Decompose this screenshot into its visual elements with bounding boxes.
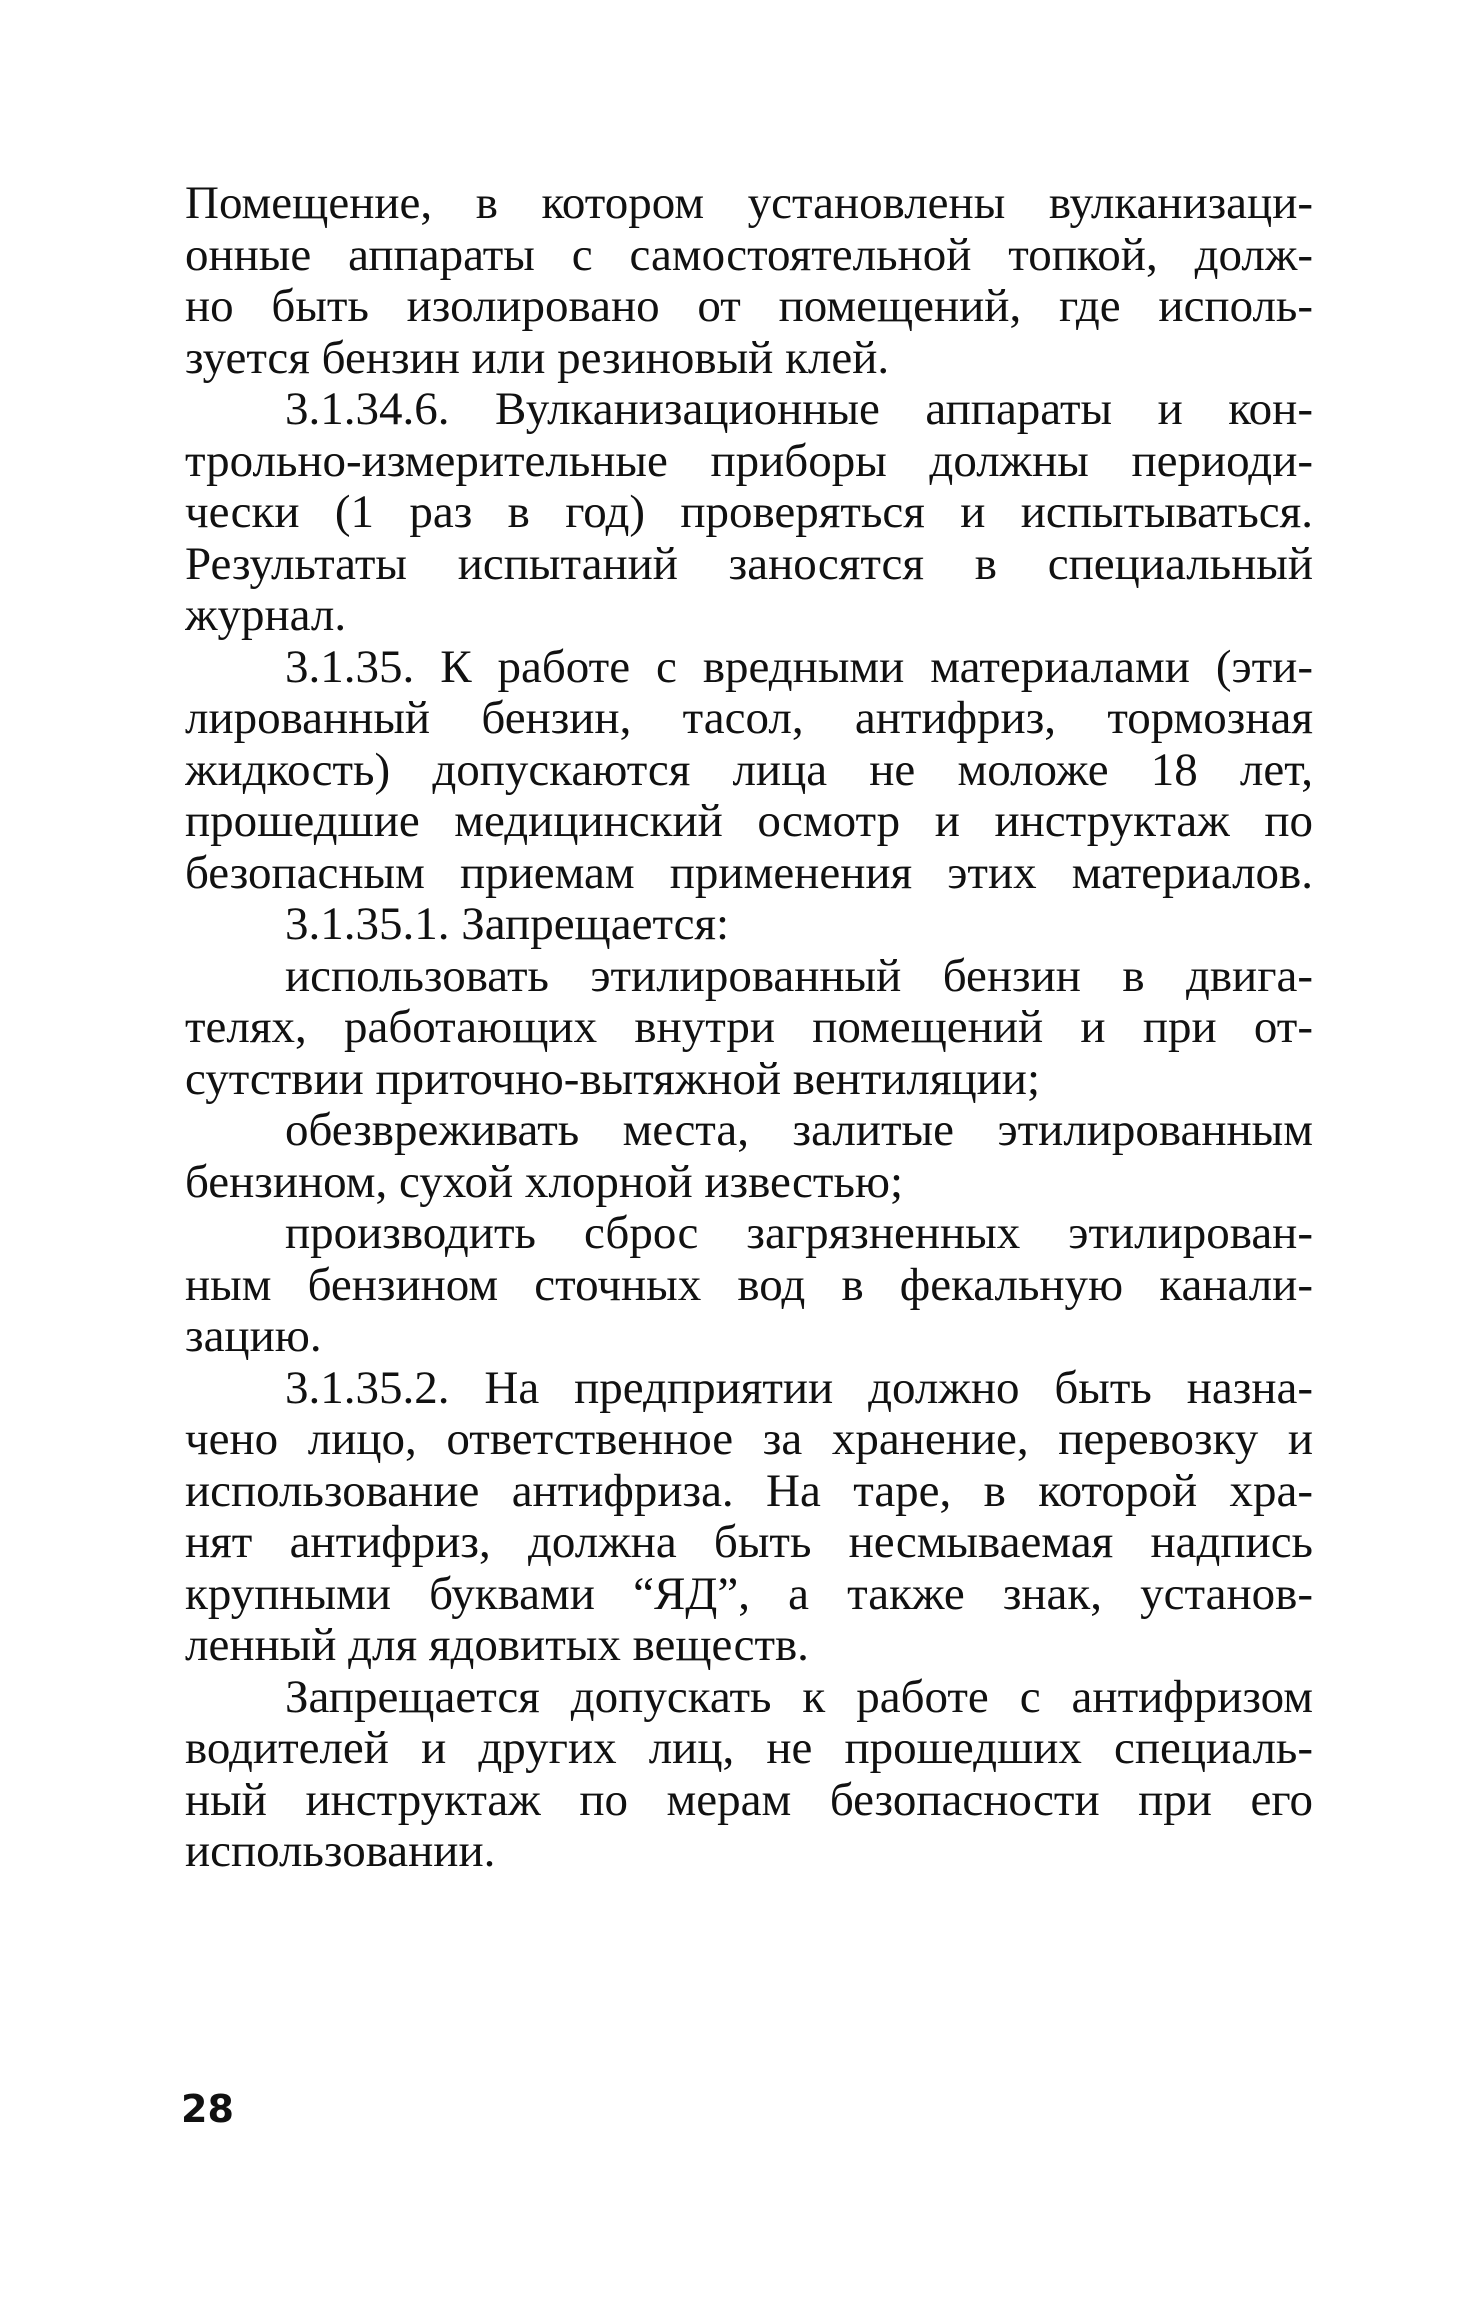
- text-line: ный инструктаж по мерам безопасности при его: [185, 1774, 1313, 1826]
- text-line: безопасным приемам применения этих материалов.: [185, 847, 1313, 899]
- text-line: нят антифриз, должна быть несмываемая надпись: [185, 1517, 1313, 1568]
- text-line: лированный бензин, тасол, антифриз, тормозная: [185, 693, 1313, 744]
- text-line: Результаты испытаний заносятся в специальный: [185, 538, 1313, 590]
- text-line: бензином, сухой хлорной известью;: [185, 1156, 904, 1208]
- text-line: ным бензином сточных вод в фекальную канали-: [185, 1259, 1313, 1311]
- text-line: но быть изолировано от помещений, где исполь-: [185, 281, 1313, 332]
- text-line: 3.1.34.6. Вулканизационные аппараты и кон-: [285, 384, 1313, 435]
- text-line: 3.1.35.2. На предприятии должно быть назна-: [285, 1362, 1313, 1414]
- text-line: 3.1.35. К работе с вредными материалами (эти-: [285, 641, 1313, 693]
- text-line: водителей и других лиц, не прошедших специаль-: [185, 1723, 1313, 1774]
- text-line: 3.1.35.1. Запрещается:: [285, 899, 730, 950]
- text-line: Запрещается допускать к работе с антифризом: [285, 1671, 1313, 1723]
- text-line: производить сброс загрязненных этилирован-: [285, 1208, 1313, 1259]
- text-line: крупными буквами “ЯД”, а также знак, установ-: [185, 1568, 1313, 1620]
- text-line: телях, работающих внутри помещений и при от-: [185, 1002, 1313, 1053]
- text-line: обезвреживать места, залитые этилированным: [285, 1105, 1313, 1156]
- text-line: Помещение, в котором установлены вулканизаци-: [185, 178, 1313, 229]
- text-line: ленный для ядовитых веществ.: [185, 1620, 809, 1671]
- text-line: чено лицо, ответственное за хранение, перевозку и: [185, 1414, 1313, 1465]
- text-line: зацию.: [185, 1311, 322, 1362]
- text-line: зуется бензин или резиновый клей.: [185, 332, 890, 384]
- text-line: жидкость) допускаются лица не моложе 18 лет,: [185, 744, 1313, 796]
- text-line: использование антифриза. На таре, в которой хра-: [185, 1465, 1313, 1517]
- text-line: использовании.: [185, 1826, 496, 1877]
- text-line: журнал.: [185, 590, 347, 641]
- body-text: [185, 178, 1313, 1878]
- text-line: использовать этилированный бензин в двига-: [285, 950, 1313, 1002]
- text-line: сутствии приточно-вытяжной вентиляции;: [185, 1053, 1040, 1105]
- text-line: прошедшие медицинский осмотр и инструктаж по: [185, 796, 1313, 847]
- page-number: 28: [181, 2087, 234, 2131]
- text-line: трольно-измерительные приборы должны периоди-: [185, 435, 1313, 487]
- text-line: онные аппараты с самостоятельной топкой, долж-: [185, 229, 1313, 281]
- text-line: чески (1 раз в год) проверяться и испытываться.: [185, 487, 1313, 538]
